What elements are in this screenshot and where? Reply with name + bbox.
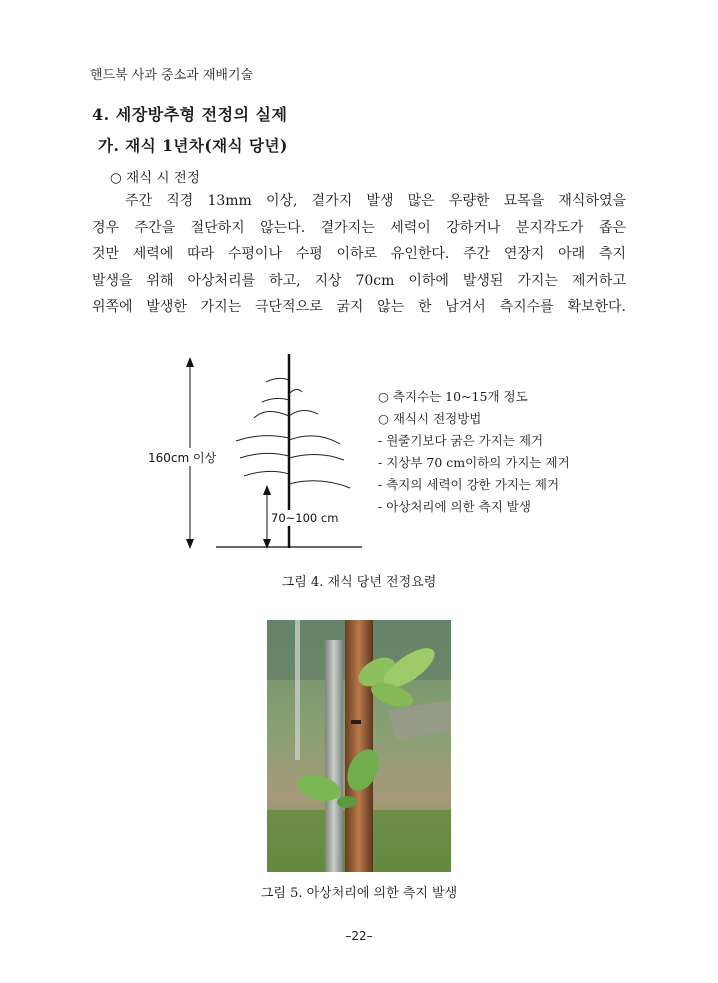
label-height-lower: 70~100 cm bbox=[271, 511, 339, 525]
paragraph-line: 것만 세력에 따라 수평이나 수평 이하로 유인한다. 주간 연장지 아래 측지 bbox=[92, 246, 626, 263]
label-height-total: 160cm 이상 bbox=[148, 451, 217, 465]
paragraph-line: 주간 직경 13mm 이상, 곁가지 발생 많은 우량한 묘목을 재식하였을 bbox=[125, 193, 626, 209]
note-item: - 측지의 세력이 강한 가지는 제거 bbox=[378, 477, 560, 492]
branch-line bbox=[236, 436, 289, 441]
branch-line bbox=[262, 398, 289, 402]
branch-line bbox=[289, 410, 318, 416]
paragraph-line: 경우 주간을 절단하지 않는다. 곁가지는 세력이 강하거나 분지각도가 좁은 bbox=[92, 219, 626, 236]
photo-illustration bbox=[267, 620, 451, 872]
pruning-diagram bbox=[0, 340, 718, 570]
branch-line bbox=[266, 378, 289, 382]
arrow-head bbox=[186, 357, 194, 367]
figure5-caption: 그림 5. 아상처리에 의한 측지 발생 bbox=[260, 886, 458, 901]
body-paragraph bbox=[92, 188, 626, 321]
branch-line bbox=[289, 436, 340, 444]
branch-line bbox=[289, 389, 302, 394]
bud-notching-photo bbox=[267, 620, 451, 872]
note-item: ○ 측지수는 10~15개 정도 bbox=[378, 389, 528, 404]
arrow-head bbox=[186, 539, 194, 549]
note-item: ○ 재식시 전정방법 bbox=[378, 411, 482, 426]
section-subtitle: 가. 재식 1년차(재식 당년) bbox=[98, 136, 288, 155]
arrow-head bbox=[263, 485, 271, 495]
note-item: - 지상부 70 cm이하의 가지는 제거 bbox=[378, 455, 570, 470]
diagram-notes bbox=[378, 386, 570, 518]
bullet-heading: ○ 재식 시 전정 bbox=[110, 170, 200, 186]
note-item: - 아상처리에 의한 측지 발생 bbox=[378, 499, 531, 514]
branch-line bbox=[289, 481, 350, 488]
paragraph-line: 발생을 위해 아상처리를 하고, 지상 70cm 이하에 발생된 가지는 제거하고 bbox=[92, 272, 626, 289]
branch-line bbox=[289, 454, 344, 460]
page-number: –22– bbox=[345, 929, 373, 943]
branch-line bbox=[240, 453, 289, 458]
branch-line bbox=[244, 471, 289, 476]
figure4-caption: 그림 4. 재식 당년 전정요령 bbox=[281, 575, 437, 590]
paragraph-line: 위쪽에 발생한 가지는 극단적으로 굵지 않는 한 남겨서 측지수를 확보한다. bbox=[92, 299, 626, 316]
branch-line bbox=[254, 411, 289, 418]
section-title: 4. 세장방추형 전정의 실제 bbox=[92, 105, 288, 124]
running-header: 핸드북 사과 중소과 재배기술 bbox=[90, 68, 254, 83]
note-item: - 원줄기보다 굵은 가지는 제거 bbox=[378, 433, 544, 448]
